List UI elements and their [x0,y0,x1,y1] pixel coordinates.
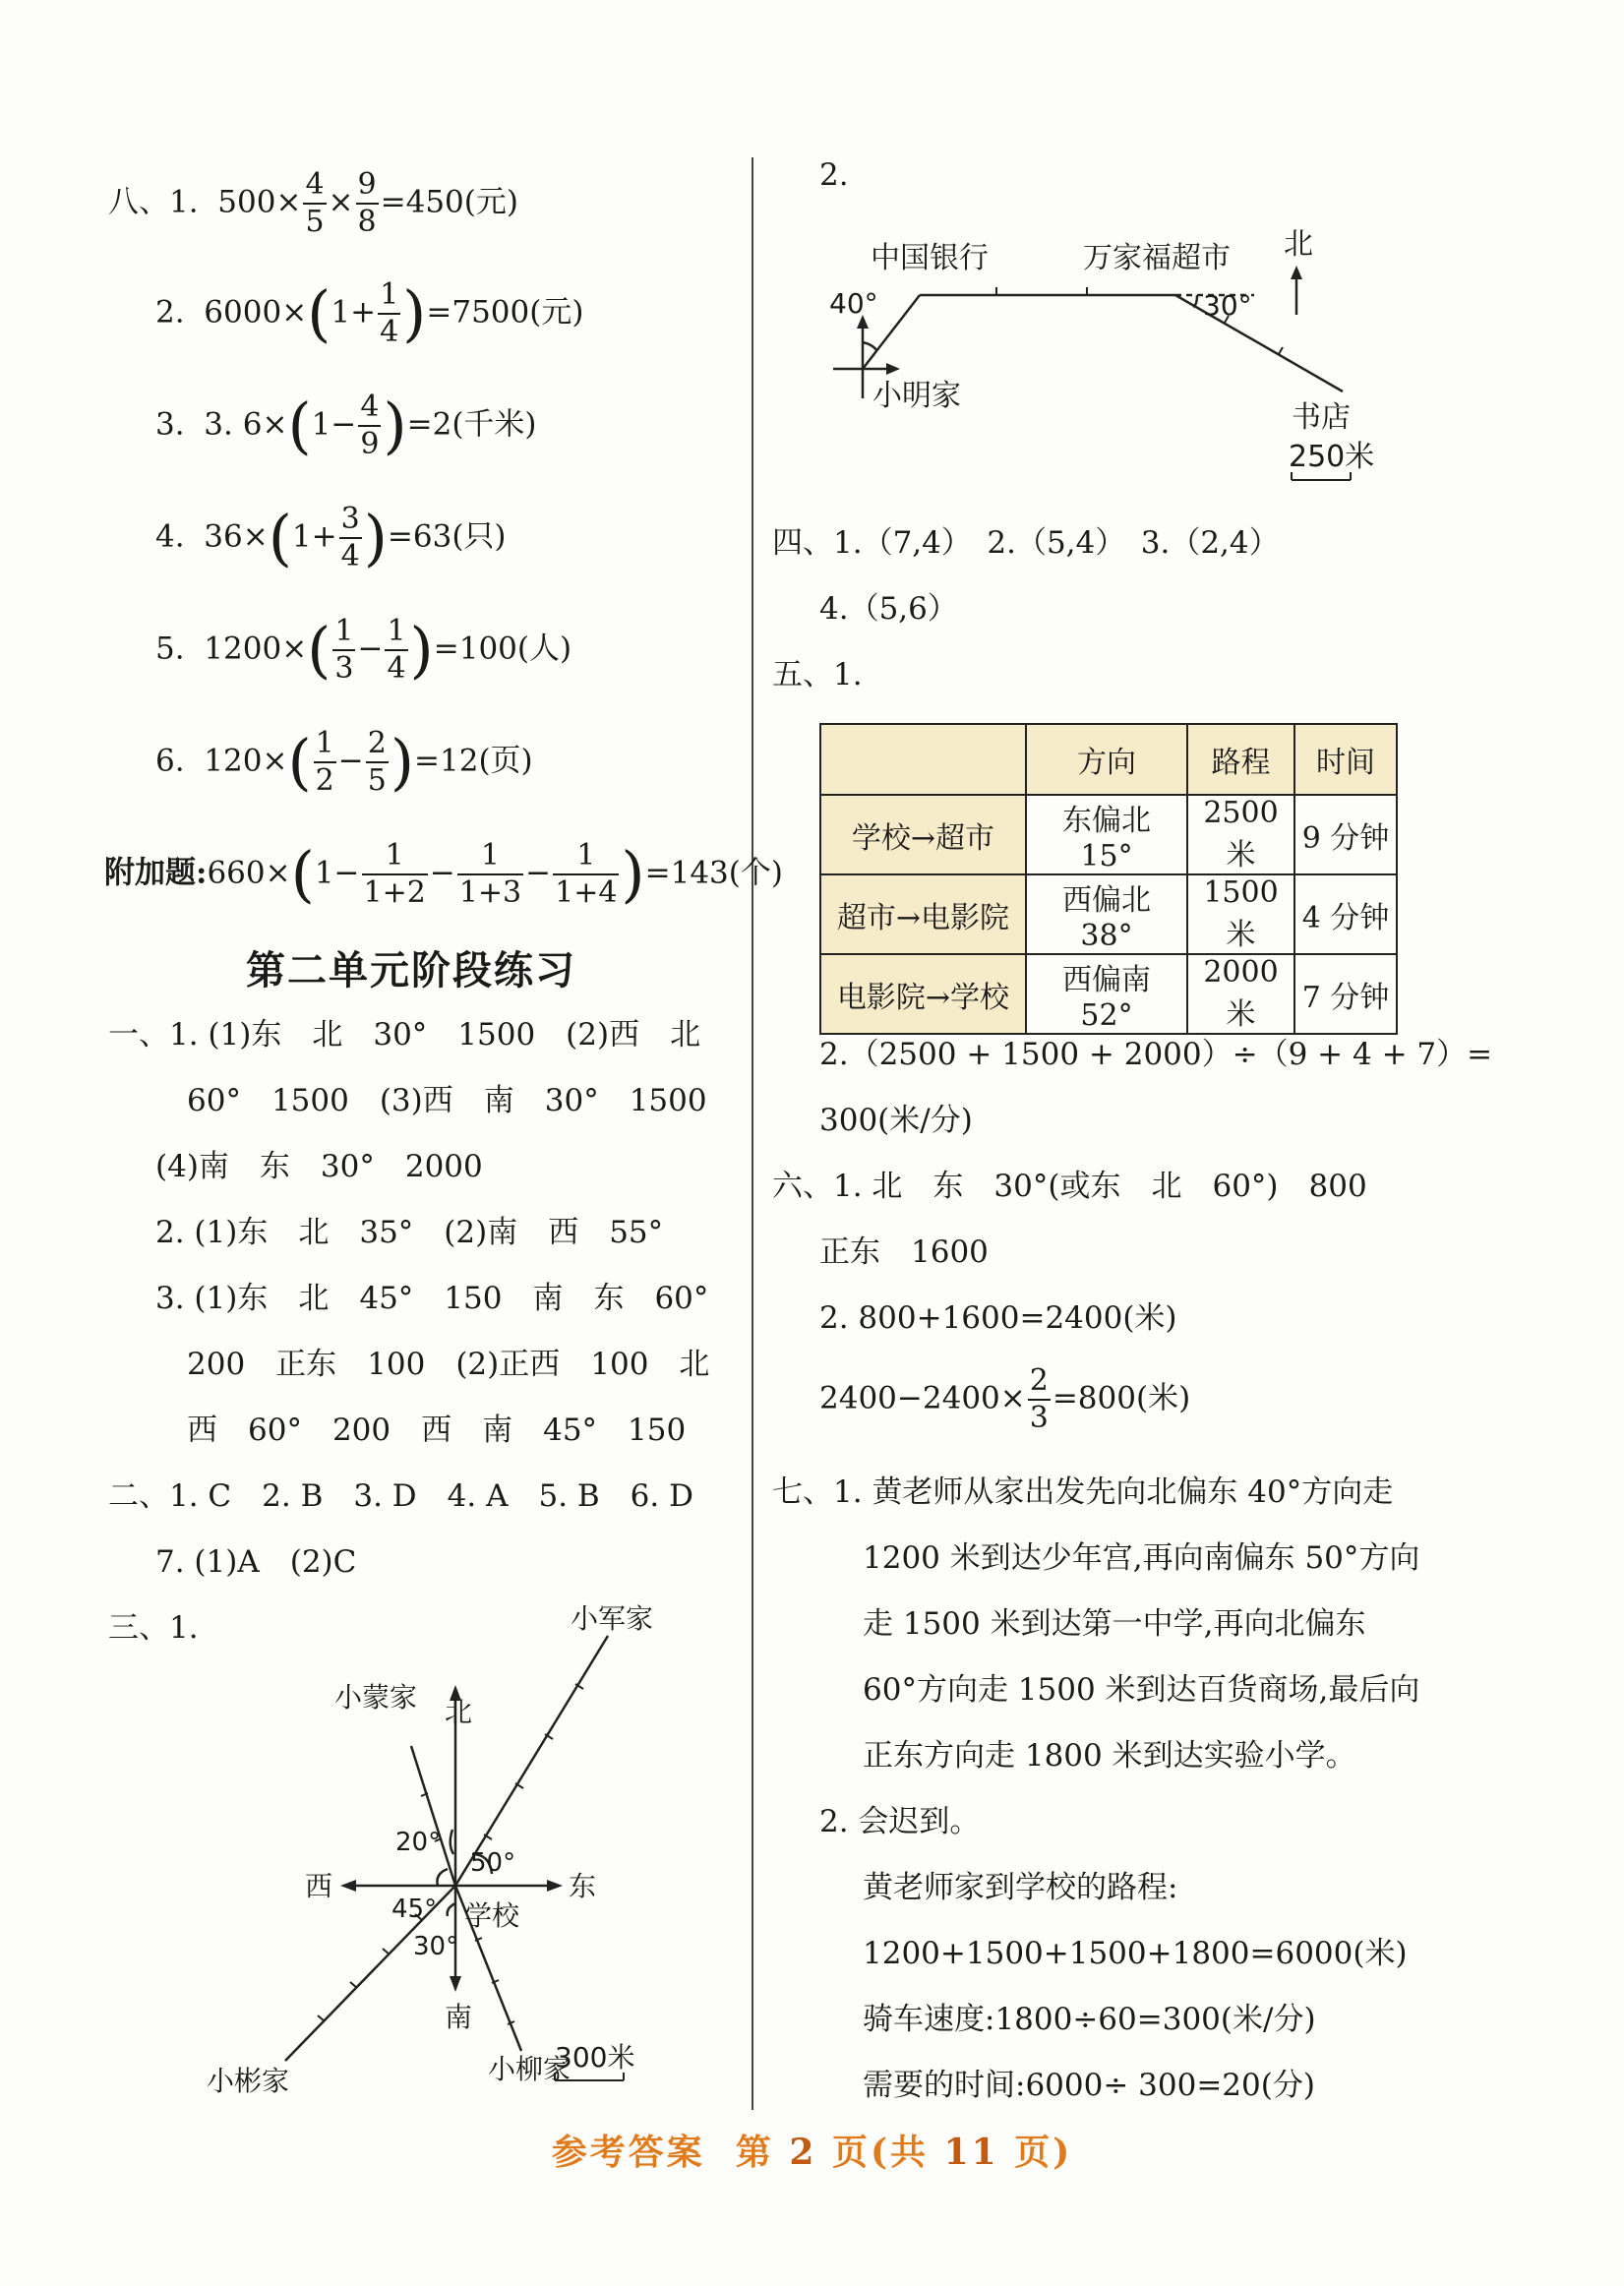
s7-line: 60°方向走 1500 米到达百货商场,最后向 [863,1672,1420,1708]
s4-line: 4.（5,6） [819,591,958,627]
table-cell: 西偏北 38° [1026,874,1187,954]
s6-line: 2. 800+1600=2400(米) [819,1300,1177,1336]
label-xiaomeng: 小蒙家 [334,1681,418,1714]
s8-line6: 6. 120×( $\frac{1}{2}$ − $\frac{2}{5}$ )=12(页) [155,726,533,798]
label-shop: 书店 [1292,400,1351,435]
s1-line: 3. (1)东 北 45° 150 南 东 60° [155,1281,709,1316]
s1-line: 200 正东 100 (2)正西 100 北 [187,1347,710,1382]
table-row [820,795,1397,874]
east-arrow-icon [547,1880,563,1892]
home-east-arrow-icon [886,363,900,375]
route-map [812,216,1402,497]
compass-diagram [177,1589,767,2100]
page-footer: 参考答案 第 2 页(共 11 页) [551,2132,1073,2173]
table-cell: 9 分钟 [1294,795,1397,874]
s2-line: 7. (1)A (2)C [155,1544,357,1580]
label-bank: 中国银行 [871,241,989,275]
s7-line: 1200+1500+1500+1800=6000(米) [863,1936,1408,1971]
table-row [820,874,1397,954]
label-market: 万家福超市 [1083,241,1231,275]
s2-line: 二、1. C 2. B 3. D 4. A 5. B 6. D [108,1478,693,1514]
label-north: 北 [1284,227,1313,262]
s8-line4: 4. 36×(1+ $\frac{3}{4}$ )=63(只) [155,502,507,573]
route-table [819,723,1398,1035]
table-header: 时间 [1294,724,1397,795]
section-heading: 第二单元阶段练习 [246,947,576,993]
label-west: 西 [305,1870,333,1902]
label-xiaoliu: 小柳家 [488,2053,571,2085]
table-header [820,724,1026,795]
s8-line1: 八、1. 500× $\frac{4}{5}$ × $\frac{9}{8}$ =450(元) [108,167,518,239]
table-cell: 4 分钟 [1294,874,1397,954]
s8-line2: 2. 6000×(1+ $\frac{1}{4}$ )=7500(元) [155,277,584,349]
label-xiaojun: 小军家 [571,1602,654,1635]
label-north: 北 [445,1696,473,1728]
label-east: 东 [569,1870,597,1902]
table-header-row [820,724,1397,795]
s6-line: 六、1. 北 东 30°(或东 北 60°) 800 [772,1169,1367,1204]
s5-label: 五、1. [772,657,863,692]
table-cell: 东偏北 15° [1026,795,1187,874]
label-scale: 250米 [1289,440,1375,474]
s7-line: 骑车速度:1800÷60=300(米/分) [863,2002,1316,2037]
table-cell: 超市→电影院 [820,874,1026,954]
route-xiaomeng [411,1746,455,1886]
s4-line: 四、1.（7,4） 2.（5,4） 3.（2,4） [772,525,1280,561]
table-row [820,954,1397,1034]
label-angle-30: 30° [413,1932,459,1961]
table-header: 路程 [1187,724,1294,795]
s6-last-line: 2400−2400× $\frac{2}{3}$ =800(米) [819,1363,1191,1435]
label-south: 南 [445,2001,473,2033]
s8-line3: 3. 3. 6×(1− $\frac{4}{9}$ )=2(千米) [155,390,537,461]
s3-label: 三、1. [108,1610,199,1646]
s7-line: 1200 米到达少年宫,再向南偏东 50°方向 [863,1540,1420,1576]
s5-q2-line: 300(米/分) [819,1103,973,1138]
s7-line: 正东方向走 1800 米到达实验小学。 [863,1738,1356,1774]
bonus-line: 附加题:660×(1− $\frac{1}{1+2}$ − $\frac{1}{1+3}$ − $\frac{1}{1+4}$ )=143(个) [104,838,783,910]
table-cell: 电影院→学校 [820,954,1026,1034]
label-angle-20: 20° [395,1828,442,1857]
south-arrow-icon [450,1976,461,1992]
q2-label: 2. [819,157,849,193]
label-scale: 300米 [555,2041,635,2074]
table-cell: 2500 米 [1187,795,1294,874]
west-arrow-icon [340,1880,356,1892]
s7-line: 2. 会迟到。 [819,1804,981,1839]
label-xiaobin: 小彬家 [207,2065,290,2097]
s5-q2-line: 2.（2500 + 1500 + 2000）÷（9 + 4 + 7）= [819,1037,1493,1072]
s7-line: 七、1. 黄老师从家出发先向北偏东 40°方向走 [772,1474,1394,1510]
table-cell: 学校→超市 [820,795,1026,874]
s7-line: 黄老师家到学校的路程: [863,1870,1178,1905]
label-home: 小明家 [872,379,961,413]
table-cell: 7 分钟 [1294,954,1397,1034]
table-cell: 西偏南 52° [1026,954,1187,1034]
s1-line: 一、1. (1)东 北 30° 1500 (2)西 北 [108,1017,701,1053]
label-angle-30: 30° [1203,289,1252,322]
label-angle-40: 40° [829,287,878,320]
label-school: 学校 [464,1899,520,1932]
table-cell: 2000 米 [1187,954,1294,1034]
label-angle-50: 50° [470,1848,516,1878]
s1-line: (4)南 东 30° 2000 [155,1149,483,1184]
s6-line: 正东 1600 [819,1234,989,1270]
label-angle-45: 45° [391,1895,438,1924]
s1-line: 60° 1500 (3)西 南 30° 1500 [187,1083,707,1118]
s1-line: 西 60° 200 西 南 45° 150 [187,1413,687,1448]
segment-market-shop [1175,295,1343,391]
table-cell: 1500 米 [1187,874,1294,954]
s1-line: 2. (1)东 北 35° (2)南 西 55° [155,1215,664,1250]
s8-line5: 5. 1200×( $\frac{1}{3}$ − $\frac{1}{4}$ )=100(人) [155,614,572,686]
s7-line: 需要的时间:6000÷ 300=20(分) [863,2068,1315,2103]
table-header: 方向 [1026,724,1187,795]
north-arrow-icon [1291,266,1302,279]
s7-line: 走 1500 米到达第一中学,再向北偏东 [863,1606,1366,1642]
